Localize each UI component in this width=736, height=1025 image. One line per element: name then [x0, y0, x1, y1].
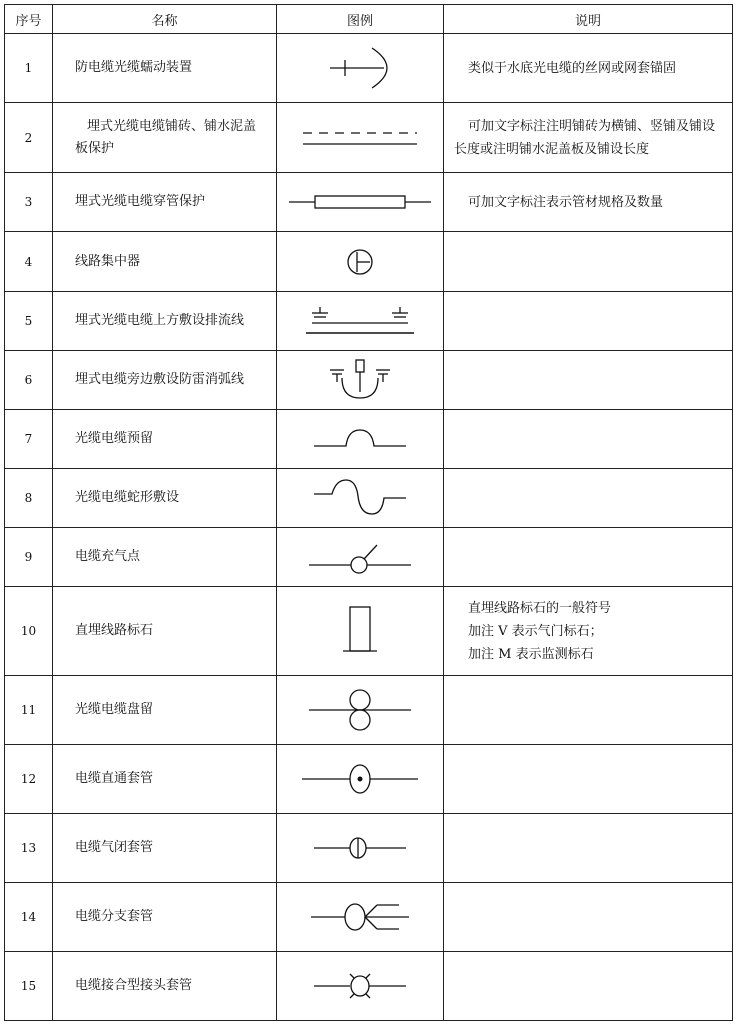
row-name-text: 光缆电缆预留 [75, 431, 154, 446]
table-row [5, 34, 733, 103]
row-number: 2 [5, 103, 53, 173]
row-note [444, 34, 733, 103]
row-number: 5 [5, 292, 53, 351]
row-name [53, 952, 277, 1021]
row-note [444, 351, 733, 410]
row-note [444, 745, 733, 814]
row-number: 4 [5, 232, 53, 292]
table-row [5, 351, 733, 410]
row-symbol [277, 883, 444, 952]
row-number: 11 [5, 676, 53, 745]
table-row [5, 232, 733, 292]
table-row [5, 528, 733, 587]
symbol-table [4, 4, 733, 1021]
row-note [444, 814, 733, 883]
table-row [5, 469, 733, 528]
note-line: 直埋线路标石的一般符号 [468, 600, 612, 616]
row-name-text: 电缆气闭套管 [75, 840, 154, 855]
cable-reserve-icon [310, 424, 410, 454]
row-note [444, 587, 733, 676]
note-line: 加注 V 表示气门标石； [468, 623, 603, 639]
row-symbol [277, 103, 444, 173]
row-name [53, 469, 277, 528]
gas-tight-sleeve-icon [312, 832, 408, 864]
row-number: 13 [5, 814, 53, 883]
row-name [53, 292, 277, 351]
row-symbol [277, 469, 444, 528]
row-name-text: 防电缆光缆蠕动装置 [75, 60, 193, 75]
table-row [5, 814, 733, 883]
table-row [5, 745, 733, 814]
brick-cover-protection-icon [295, 118, 425, 158]
header-name: 名称 [53, 5, 277, 34]
row-name [53, 410, 277, 469]
table-row [5, 952, 733, 1021]
row-number: 7 [5, 410, 53, 469]
row-name-text: 埋式光缆电缆穿管保护 [75, 194, 206, 209]
note-line: 可加文字标注注明铺砖为横铺、竖铺及铺设长度或注明铺水泥盖板及铺设长度 [454, 118, 716, 157]
row-number: 6 [5, 351, 53, 410]
row-name-text: 电缆分支套管 [75, 909, 154, 924]
line-concentrator-icon [340, 242, 380, 282]
row-number: 12 [5, 745, 53, 814]
straight-sleeve-icon [298, 759, 422, 799]
row-symbol [277, 173, 444, 232]
row-number: 14 [5, 883, 53, 952]
row-name-text: 线路集中器 [75, 253, 141, 269]
row-name [53, 103, 277, 173]
row-number: 1 [5, 34, 53, 103]
gas-filling-point-icon [305, 535, 415, 579]
anti-creep-device-icon [310, 43, 410, 93]
row-note [444, 676, 733, 745]
row-name [53, 676, 277, 745]
header-no: 序号 [5, 5, 53, 34]
marker-stone-icon [335, 601, 385, 661]
header-row [5, 5, 733, 34]
row-symbol [277, 745, 444, 814]
header-note: 说明 [444, 5, 733, 34]
row-name [53, 173, 277, 232]
row-note [444, 173, 733, 232]
row-name [53, 232, 277, 292]
row-name-text: 埋式光缆电缆上方敷设排流线 [75, 313, 245, 328]
table-row [5, 883, 733, 952]
row-note [444, 528, 733, 587]
row-name-text: 电缆充气点 [75, 549, 141, 564]
row-symbol [277, 292, 444, 351]
row-note [444, 952, 733, 1021]
header-symbol: 图例 [277, 5, 444, 34]
row-name-text: 埋式电缆旁边敷设防雷消弧线 [75, 372, 245, 387]
note-line: 可加文字标注表示管材规格及数量 [468, 194, 664, 210]
row-note [444, 883, 733, 952]
lightning-arc-wire-icon [320, 356, 400, 404]
row-symbol [277, 587, 444, 676]
table-row [5, 292, 733, 351]
row-name [53, 34, 277, 103]
row-number: 3 [5, 173, 53, 232]
row-note [444, 410, 733, 469]
row-name-text: 电缆接合型接头套管 [75, 978, 193, 993]
note-line: 加注 M 表示监测标石 [468, 646, 594, 662]
row-note [444, 469, 733, 528]
conduit-protection-icon [285, 187, 435, 217]
row-note [444, 103, 733, 173]
row-name [53, 745, 277, 814]
row-symbol [277, 528, 444, 587]
joint-sleeve-icon [310, 969, 410, 1003]
row-symbol [277, 351, 444, 410]
row-symbol [277, 676, 444, 745]
table-row [5, 103, 733, 173]
row-note [444, 232, 733, 292]
row-name-text: 光缆电缆蛇形敷设 [75, 490, 180, 505]
row-number: 10 [5, 587, 53, 676]
row-name [53, 528, 277, 587]
table-row [5, 676, 733, 745]
row-name-text: 电缆直通套管 [75, 771, 154, 786]
row-name [53, 883, 277, 952]
cable-coil-icon [305, 685, 415, 735]
table-row [5, 173, 733, 232]
table-row [5, 587, 733, 676]
table-row [5, 410, 733, 469]
row-name [53, 587, 277, 676]
row-name [53, 814, 277, 883]
row-name-text: 直埋线路标石 [75, 623, 154, 638]
branch-sleeve-icon [307, 897, 413, 937]
note-line: 类似于水底光电缆的丝网或网套锚固 [468, 60, 677, 76]
row-symbol [277, 410, 444, 469]
row-name [53, 351, 277, 410]
row-name-text: 光缆电缆盘留 [75, 702, 154, 717]
serpentine-laying-icon [310, 476, 410, 520]
row-symbol [277, 34, 444, 103]
row-number: 8 [5, 469, 53, 528]
row-symbol [277, 232, 444, 292]
row-name-text: 埋式光缆电缆铺砖、铺水泥盖板保护 [75, 118, 257, 156]
row-symbol [277, 952, 444, 1021]
drainage-wire-above-icon [300, 301, 420, 341]
row-number: 9 [5, 528, 53, 587]
row-number: 15 [5, 952, 53, 1021]
row-symbol [277, 814, 444, 883]
row-note [444, 292, 733, 351]
